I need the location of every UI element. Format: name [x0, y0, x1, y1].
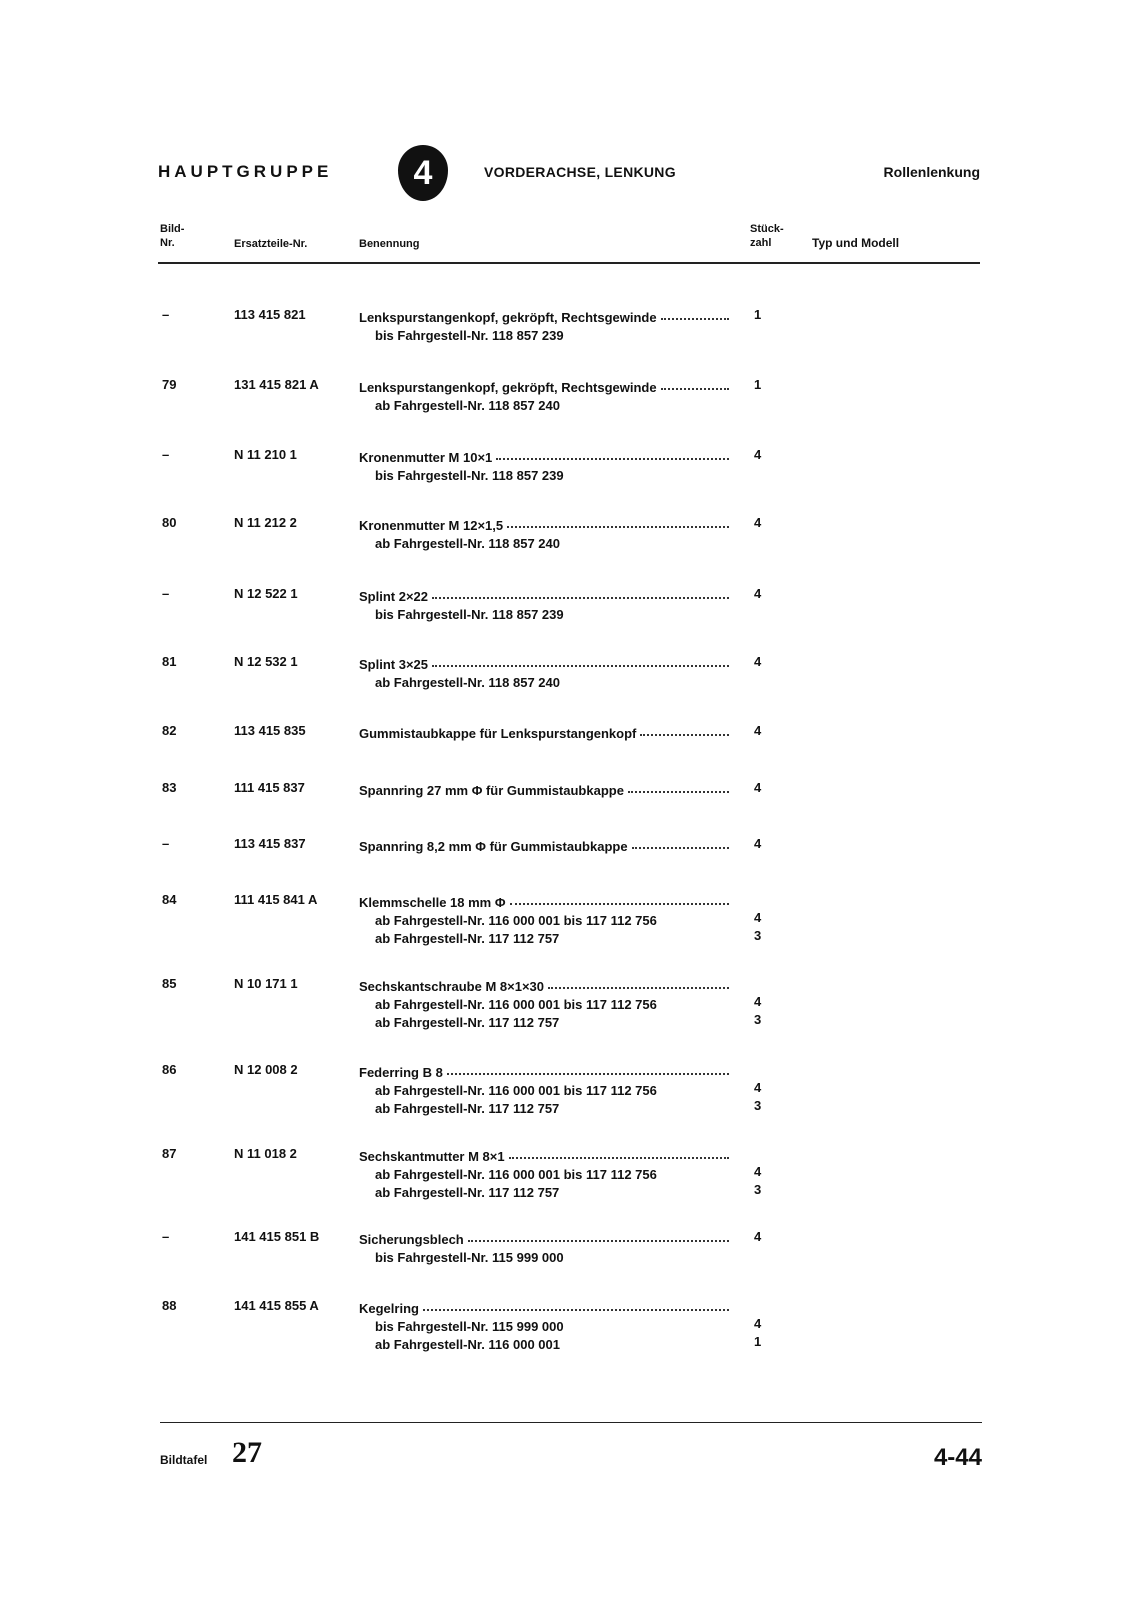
- dot-leader: [468, 1226, 729, 1242]
- benennung: [359, 975, 729, 1032]
- bildtafel-number: 27: [232, 1436, 262, 1469]
- quantity: 4: [754, 1080, 762, 1095]
- column-head-ersatzteile-nr: Ersatzteile-Nr.: [234, 238, 308, 250]
- stueckzahl: [754, 722, 774, 740]
- benennung: [359, 446, 729, 485]
- stueckzahl: [754, 306, 774, 324]
- part-name: Kronenmutter M 10×1: [359, 450, 493, 465]
- stueckzahl: [754, 653, 774, 671]
- dot-leader: [432, 583, 729, 599]
- ersatzteile-nr: N 12 008 2: [234, 1062, 298, 1077]
- ersatzteile-nr: 113 415 837: [234, 836, 306, 851]
- bild-nr: 85: [162, 976, 177, 991]
- fahrgestell-range: ab Fahrgestell-Nr. 117 112 757: [375, 931, 560, 946]
- stueckzahl: [754, 1297, 774, 1351]
- part-name: Federring B 8: [359, 1065, 443, 1080]
- fahrgestell-range: ab Fahrgestell-Nr. 116 000 001 bis 117 112 756: [375, 913, 657, 928]
- quantity: [754, 1297, 774, 1315]
- bild-nr: 87: [162, 1146, 177, 1161]
- quantity: [754, 1061, 774, 1079]
- fahrgestell-range: ab Fahrgestell-Nr. 117 112 757: [375, 1015, 560, 1030]
- bild-nr: 82: [162, 723, 177, 738]
- gruppe-number-badge: 4: [398, 145, 448, 201]
- quantity: 4: [754, 1316, 762, 1331]
- dot-leader: [510, 889, 729, 905]
- part-name: Sechskantschraube M 8×1×30: [359, 979, 544, 994]
- ersatzteile-nr: N 10 171 1: [234, 976, 298, 991]
- ersatzteile-nr: 113 415 821: [234, 307, 306, 322]
- subsection-title: Rollenlenkung: [883, 164, 980, 180]
- fahrgestell-range: ab Fahrgestell-Nr. 118 857 240: [375, 536, 560, 551]
- bild-nr: –: [162, 1229, 170, 1244]
- stueckzahl: [754, 975, 774, 1029]
- quantity: 3: [754, 928, 762, 943]
- dot-leader: [640, 720, 729, 736]
- ersatzteile-nr: 141 415 851 B: [234, 1229, 320, 1244]
- fahrgestell-range: ab Fahrgestell-Nr. 118 857 240: [375, 675, 560, 690]
- quantity: 4: [754, 780, 762, 795]
- ersatzteile-nr: 111 415 837: [234, 780, 305, 795]
- part-name: Splint 3×25: [359, 657, 428, 672]
- part-name: Kegelring: [359, 1301, 419, 1316]
- column-head-bild-nr: Bild- Nr.: [160, 223, 185, 249]
- benennung: [359, 1297, 729, 1354]
- quantity: 4: [754, 910, 762, 925]
- quantity: 4: [754, 723, 762, 738]
- page-number: 4-44: [933, 1444, 982, 1471]
- stueckzahl: [754, 1228, 774, 1246]
- stueckzahl: [754, 514, 774, 532]
- dot-leader: [661, 304, 729, 320]
- bild-nr: 79: [162, 377, 177, 392]
- benennung: [359, 891, 729, 948]
- bild-nr: –: [162, 836, 170, 851]
- dot-leader: [496, 444, 729, 460]
- benennung: [359, 1145, 729, 1202]
- ersatzteile-nr: 131 415 821 A: [234, 377, 319, 392]
- stueckzahl: [754, 1061, 774, 1115]
- bildtafel-label: Bildtafel: [160, 1453, 208, 1467]
- quantity: 4: [754, 994, 762, 1009]
- quantity: 3: [754, 1012, 762, 1027]
- section-title: VORDERACHSE, LENKUNG: [484, 164, 676, 180]
- hauptgruppe-label: HAUPTGRUPPE: [158, 162, 333, 181]
- dot-leader: [423, 1295, 729, 1311]
- stueckzahl: [754, 585, 774, 603]
- bild-nr: 84: [162, 892, 177, 907]
- quantity: 3: [754, 1182, 762, 1197]
- bild-nr: –: [162, 586, 170, 601]
- bild-nr: 83: [162, 780, 177, 795]
- fahrgestell-range: bis Fahrgestell-Nr. 118 857 239: [375, 468, 564, 483]
- bild-nr: 88: [162, 1298, 177, 1313]
- ersatzteile-nr: N 11 210 1: [234, 447, 297, 462]
- part-name: Gummistaubkappe für Lenkspurstangenkopf: [359, 726, 637, 741]
- quantity: 4: [754, 1164, 762, 1179]
- ersatzteile-nr: N 11 018 2: [234, 1146, 297, 1161]
- quantity: 4: [754, 447, 762, 462]
- fahrgestell-range: ab Fahrgestell-Nr. 118 857 240: [375, 398, 560, 413]
- fahrgestell-range: bis Fahrgestell-Nr. 115 999 000: [375, 1250, 564, 1265]
- fahrgestell-range: ab Fahrgestell-Nr. 117 112 757: [375, 1185, 560, 1200]
- ersatzteile-nr: 111 415 841 A: [234, 892, 318, 907]
- footer-rule: [160, 1422, 982, 1423]
- benennung: [359, 1228, 729, 1267]
- benennung: [359, 653, 729, 692]
- benennung: [359, 1061, 729, 1118]
- quantity: 1: [754, 1334, 762, 1349]
- benennung: [359, 779, 729, 800]
- ersatzteile-nr: N 12 532 1: [234, 654, 298, 669]
- stueckzahl: [754, 835, 774, 853]
- dot-leader: [509, 1143, 729, 1159]
- quantity: 4: [754, 836, 762, 851]
- quantity: 4: [754, 654, 762, 669]
- quantity: 4: [754, 586, 762, 601]
- fahrgestell-range: bis Fahrgestell-Nr. 118 857 239: [375, 607, 564, 622]
- part-name: Sicherungsblech: [359, 1232, 464, 1247]
- dot-leader: [661, 374, 729, 390]
- quantity: 4: [754, 515, 762, 530]
- dot-leader: [432, 651, 729, 667]
- stueckzahl: [754, 376, 774, 394]
- part-name: Splint 2×22: [359, 589, 428, 604]
- stueckzahl: [754, 1145, 774, 1199]
- header-rule: [158, 262, 980, 264]
- benennung: [359, 376, 729, 415]
- part-name: Lenkspurstangenkopf, gekröpft, Rechtsgewinde: [359, 310, 657, 325]
- column-head-typ-modell: Typ und Modell: [812, 236, 900, 250]
- ersatzteile-nr: 141 415 855 A: [234, 1298, 319, 1313]
- benennung: [359, 722, 729, 743]
- part-name: Lenkspurstangenkopf, gekröpft, Rechtsgewinde: [359, 380, 657, 395]
- part-name: Spannring 8,2 mm Φ für Gummistaubkappe: [359, 839, 628, 854]
- stueckzahl: [754, 446, 774, 464]
- part-name: Klemmschelle 18 mm Φ: [359, 895, 506, 910]
- quantity: 1: [754, 307, 762, 322]
- quantity: 1: [754, 377, 762, 392]
- fahrgestell-range: bis Fahrgestell-Nr. 115 999 000: [375, 1319, 564, 1334]
- column-head-benennung: Benennung: [359, 238, 420, 250]
- benennung: [359, 306, 729, 345]
- fahrgestell-range: ab Fahrgestell-Nr. 116 000 001 bis 117 112 756: [375, 1083, 657, 1098]
- bild-nr: –: [162, 447, 170, 462]
- quantity: 4: [754, 1229, 762, 1244]
- fahrgestell-range: ab Fahrgestell-Nr. 116 000 001: [375, 1337, 560, 1352]
- ersatzteile-nr: 113 415 835: [234, 723, 306, 738]
- fahrgestell-range: ab Fahrgestell-Nr. 116 000 001 bis 117 112 756: [375, 1167, 657, 1182]
- part-name: Spannring 27 mm Φ für Gummistaubkappe: [359, 783, 624, 798]
- benennung: [359, 514, 729, 553]
- part-name: Sechskantmutter M 8×1: [359, 1149, 505, 1164]
- bild-nr: 81: [162, 654, 177, 669]
- benennung: [359, 835, 729, 856]
- dot-leader: [507, 512, 729, 528]
- quantity: [754, 975, 774, 993]
- bild-nr: 80: [162, 515, 177, 530]
- part-name: Kronenmutter M 12×1,5: [359, 518, 504, 533]
- ersatzteile-nr: N 11 212 2: [234, 515, 297, 530]
- stueckzahl: [754, 891, 774, 945]
- dot-leader: [632, 833, 729, 849]
- bild-nr: 86: [162, 1062, 177, 1077]
- column-head-stueckzahl: Stück- zahl: [750, 223, 784, 249]
- dot-leader: [447, 1059, 729, 1075]
- ersatzteile-nr: N 12 522 1: [234, 586, 298, 601]
- fahrgestell-range: ab Fahrgestell-Nr. 116 000 001 bis 117 112 756: [375, 997, 657, 1012]
- quantity: 3: [754, 1098, 762, 1113]
- dot-leader: [548, 973, 729, 989]
- quantity: [754, 891, 774, 909]
- benennung: [359, 585, 729, 624]
- dot-leader: [628, 777, 729, 793]
- fahrgestell-range: ab Fahrgestell-Nr. 117 112 757: [375, 1101, 560, 1116]
- fahrgestell-range: bis Fahrgestell-Nr. 118 857 239: [375, 328, 564, 343]
- bild-nr: –: [162, 307, 170, 322]
- quantity: [754, 1145, 774, 1163]
- stueckzahl: [754, 779, 774, 797]
